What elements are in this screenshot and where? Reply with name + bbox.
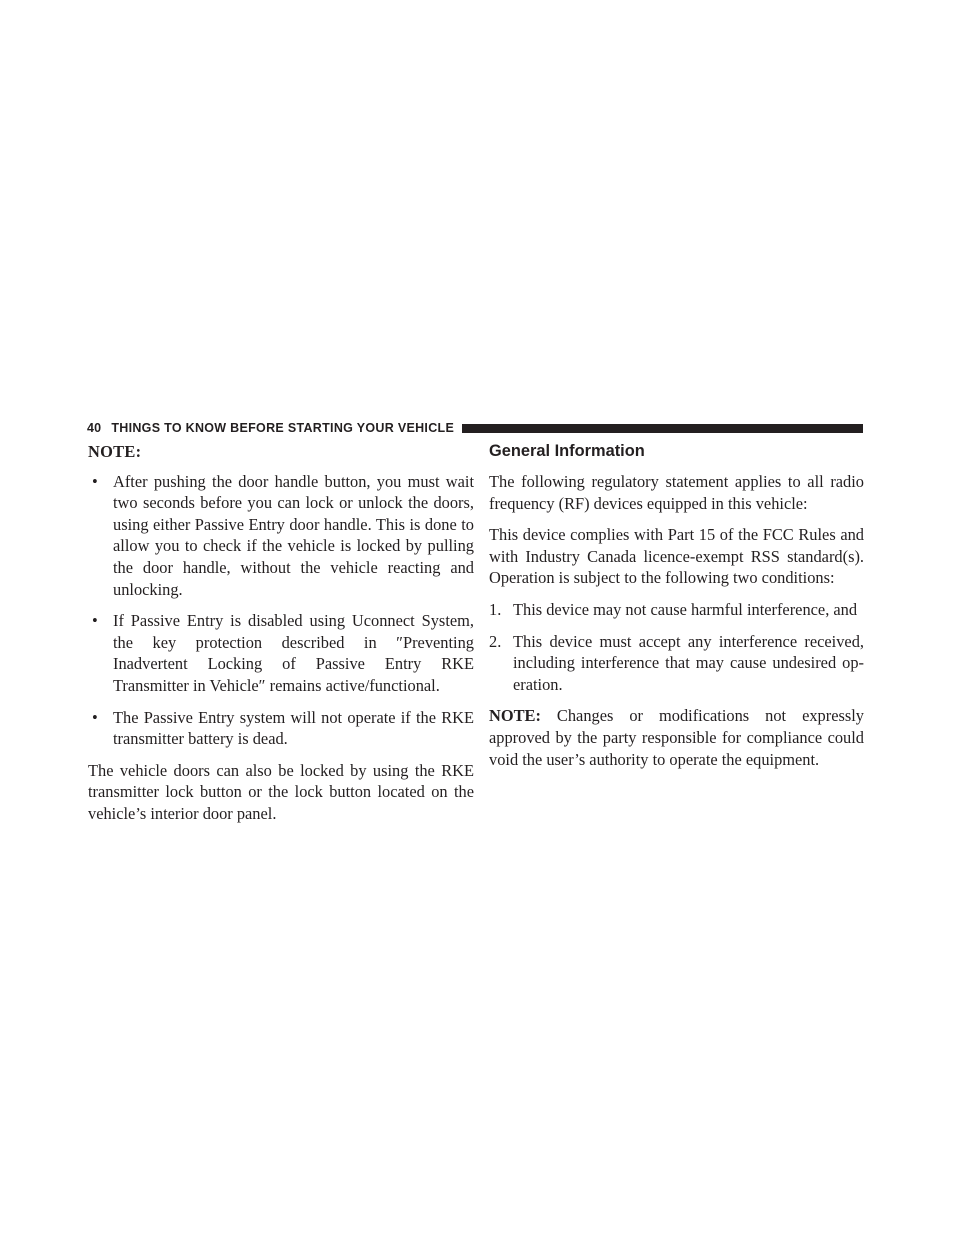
condition-number: 2.	[489, 631, 502, 651]
note-paragraph	[489, 705, 864, 770]
left-column	[88, 441, 474, 835]
condition-number: 1.	[489, 599, 502, 619]
section-title: General Information	[489, 442, 645, 460]
running-title: THINGS TO KNOW BEFORE STARTING YOUR VEHICLE	[111, 421, 455, 435]
page-number: 40	[87, 421, 102, 435]
bullet-icon: •	[92, 707, 98, 727]
note-bullet-item	[88, 707, 474, 750]
body-paragraph: The following regulatory statement applies to all radio frequency (RF) devices equipped in this vehicle:	[489, 472, 864, 513]
note-bullet-item	[88, 610, 474, 696]
right-column	[489, 441, 864, 780]
page-header	[87, 418, 863, 438]
bullet-text: The Passive Entry system will not operate if the RKE transmitter battery is dead.	[113, 707, 474, 749]
bullet-text: If Passive Entry is disabled using Uconnect System, the key protection described in ″Preventing Inadvertent Locking of Passive Entry RKE Transmitter in Vehicle″ remains active/functional.	[113, 611, 474, 695]
body-paragraph: The vehicle doors can also be locked by using the RKE transmitter lock button or the lock button located on the vehicle’s interior door panel.	[88, 760, 474, 823]
note-bullet-list	[88, 471, 474, 750]
note-label: NOTE:	[489, 706, 541, 726]
body-paragraph: This device complies with Part 15 of the FCC Rules and with Industry Canada licence-exempt RSS standard(s). Operation is subject to the following two conditions:	[489, 525, 864, 588]
condition-item	[489, 631, 864, 696]
condition-item	[489, 599, 864, 621]
condition-text: This device may not cause harmful interference, and	[513, 599, 858, 619]
bullet-icon: •	[92, 611, 98, 631]
header-rule	[462, 424, 863, 433]
condition-text: This device must accept any interference received, including interference that may cause undesired op- eration.	[513, 631, 864, 694]
note-bullet-item	[88, 471, 474, 601]
bullet-icon: •	[92, 471, 98, 491]
note-heading: NOTE:	[88, 442, 142, 461]
conditions-list	[489, 599, 864, 695]
note-text: Changes or modifications not expressly approved by the party responsible for compliance could void the user’s authority to operate the equipment.	[489, 706, 864, 769]
bullet-text: After pushing the door handle button, you must wait two seconds before you can lock or unlock the doors, using either Passive Entry door handle. This is done to allow you to check if the vehicle is locked by pulling the door handle, without the vehicle reacting and unlocking.	[113, 471, 474, 599]
